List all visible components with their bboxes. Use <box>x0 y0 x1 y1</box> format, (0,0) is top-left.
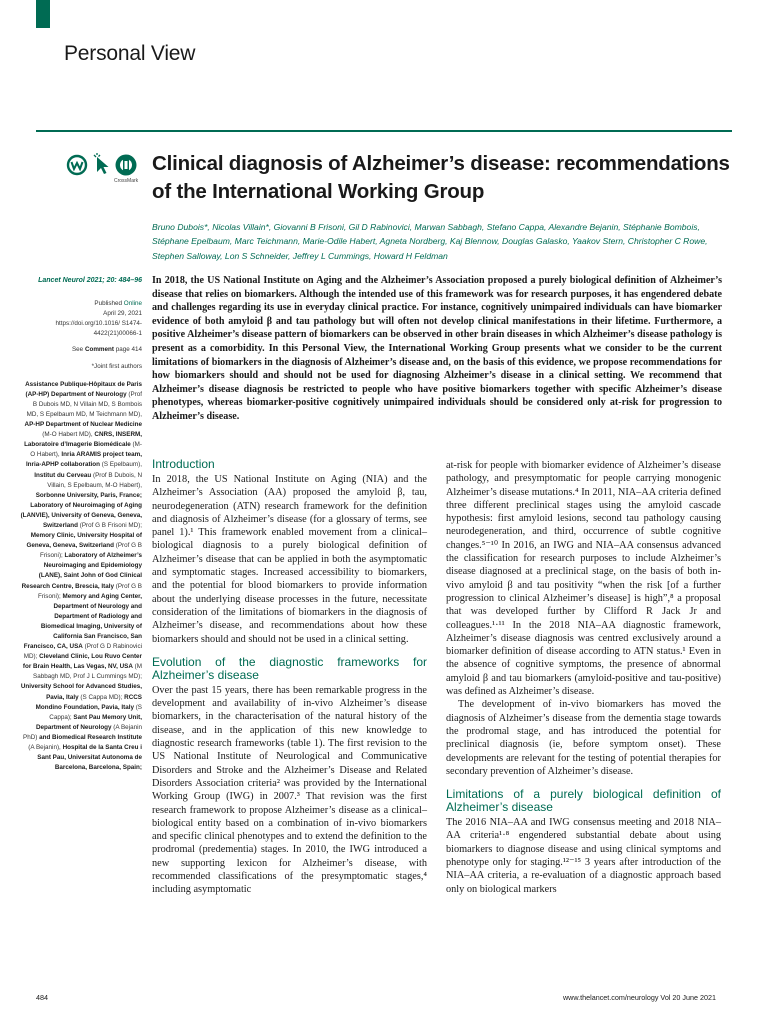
header-rule <box>36 130 732 132</box>
body-column-right <box>446 459 721 896</box>
comment-page: page 414 <box>115 346 142 354</box>
affiliation-name: Sant Pau Memory Unit, Department of Neurology <box>35 713 142 731</box>
affiliation-people: (M Sabbagh MD, Prof J L Cummings MD); <box>33 663 142 681</box>
affiliation-name: University School for Advanced Studies, Pavia, Italy <box>20 683 142 701</box>
crossmark-label: CrossMark <box>114 178 139 184</box>
affiliation-people: (Prof G D Rabinovici MD); <box>23 643 142 661</box>
journal-citation: Lancet Neurol 2021; 20: 484–96 <box>38 277 142 284</box>
section-title: Personal View <box>64 42 196 65</box>
continuation-paragraph: at-risk for people with biomarker evidence of Alzheimer’s disease pathology, and presymptomatic for people carrying monogenic Alzheimer’s disease mutations.⁴ In 2011, NIA–AA criteria defined three different preclinical stages using the amyloid cascade hypothesis: first amyloid lesions, second tau pathology causing neurodegeneration, and third, occurrence of subtle cognitive changes.⁵⁻¹⁰ In 2016, an IWG and NIA–AA consensus advanced the classification for research purposes to include Alzheimer’s disease diagnosed at a preclinical stage, on the basis of both in-vivo amyloid β and tau positivity “when the risk [of a further progression to clinical Alzheimer’s disease] is high”,⁸ a proposal that was developed further by Clifford R Jack Jr and colleagues.¹·¹¹ In the 2018 NIA–AA diagnostic framework, Alzheimer’s disease diagnosis was centred exclusively around a biomarker definition of disease according to ATN status.¹ Even in the absence of cognitive symptoms, the presence of abnormal amyloid β and tau biomarkers (amyloid-positive and tau-positive) was defined as Alzheimer’s disease. <box>446 460 721 698</box>
journal-footer: www.thelancet.com/neurology Vol 20 June 2021 <box>562 993 716 1002</box>
affiliation-name: Cleveland Clinic, Lou Ruvo Center for Brain Health, Las Vegas, NV, USA <box>22 653 142 671</box>
affiliation-people: (A Bejanin), <box>28 744 61 752</box>
comment-link[interactable]: Comment <box>84 346 114 354</box>
affiliation-entry <box>25 381 142 418</box>
doi-link[interactable]: https://doi.org/10.1016/ S1474-4422(21)00066-1 <box>55 320 142 338</box>
evolution-heading: Evolution of the diagnostic frameworks for Alzheimer’s disease <box>152 654 427 682</box>
affiliation-name: RCCS Mondino Foundation, Pavia, Italy <box>35 693 142 711</box>
biomarkers-paragraph: The development of in-vivo biomarkers has moved the diagnosis of Alzheimer’s disease from the dementia stage towards the prodromal stage, and has introduced the potential for preclinical diagnosis (ie, before symptom onset). These developments are relevant for the testing of potential therapies for secondary prevention of Alzheimer’s disease. <box>446 699 721 777</box>
affiliation-name: Hospital de la Santa Creu i Sant Pau, Universitat Autonoma de Barcelona, Barcelona, Spain; <box>37 744 142 772</box>
limitations-paragraph: The 2016 NIA–AA and IWG consensus meeting and 2018 NIA–AA criteria¹·⁸ engendered substantial debate about using biomarkers to diagnose disease and using clinical symptoms and phenotype only for staging.¹²⁻¹⁵ 3 years after introduction of the NIA–AA criteria, a re-evaluation of a diagnostic approach based only on biological markers <box>446 817 721 895</box>
introduction-heading: Introduction <box>152 457 215 471</box>
affiliation-list <box>20 380 142 774</box>
published-online: Online <box>123 300 142 308</box>
affiliation-people: (Prof G B Frisoni MD); <box>79 521 142 529</box>
introduction-paragraph: In 2018, the US National Institute on Aging (NIA) and the Alzheimer’s Association (AA) proposed the amyloid β, tau, neurodegeneration (ATN) research framework for the definition and diagnosis of Alzheimer’s disease (for a glossary of terms, see panel 1).¹ This framework enabled movement from a clinical–biological diagnosis to a purely biological definition of Alzheimer’s disease that can be applied in both the asymptomatic and symptomatic stages. Increased accessibility to biomarkers, and the potential for blood biomarkers to provide information about the underlying disease processes in the future, necessitate consideration of the limitations of biomarkers in the diagnosis of Alzheimer’s disease, and recommendations about how these biomarkers should and should not be used in a clinical setting. <box>152 474 427 645</box>
article-badges <box>66 152 142 188</box>
joint-authors-note: *Joint first authors <box>91 362 142 370</box>
body-column-left <box>152 458 427 897</box>
affiliation-entry <box>34 472 142 489</box>
affiliation-name: Assistance Publique-Hôpitaux de Paris (AP-HP) Department of Neurology <box>25 380 142 398</box>
affiliation-entry <box>23 653 142 680</box>
affiliation-people: (A Bejanin PhD) <box>23 723 142 741</box>
affiliation-people: (Prof B Dubois, N Villain, S Epelbaum, M-O Habert), <box>47 471 142 489</box>
affiliation-entry <box>24 593 142 661</box>
crossmark-icon[interactable] <box>114 153 138 177</box>
evolution-paragraph: Over the past 15 years, there has been remarkable progress in the development and availability of in-vivo Alzheimer’s disease biomarkers, in the characterisation of the natural history of the disease, and in the application of this new knowledge to diagnostic research frameworks (table 1). The first revision to the US National Institute of Neurological and Communicative Disorders and Stroke and the Alzheimer’s Disease and Related Disorders Association criteria² was provided by the International Working Group (IWG) in 2007.³ That revision was the first research framework to propose Alzheimer’s disease as a clinical–biological entity based on a combination of in-vivo biomarkers and specific clinical phenotypes and to extend the definition to the prodromal (predementia) stages. In 2010, the IWG introduced a new supporting lexicon for Alzheimer’s disease, with recommended classifications of the presymptomatic stages,⁴ including asymptomatic <box>152 684 427 896</box>
abstract: In 2018, the US National Institute on Aging and the Alzheimer’s Association proposed a purely biological definition of Alzheimer’s disease that relies on biomarkers. Although the intended use of this framework was for research purposes, it has engendered debate and challenges regarding its use in everyday clinical practice. For instance, cognitively unimpaired individuals can have biomarker evidence of both amyloid β and tau pathology but will often not develop clinical manifestations in their lifetime. Furthermore, a positive Alzheimer’s disease pattern of biomarkers can be observed in other brain diseases in which Alzheimer’s disease pathology is present as a comorbidity. In this Personal View, the International Working Group presents what we consider to be the current limitations of biomarkers in the diagnosis of Alzheimer’s disease and, on the basis of this evidence, we propose recommendations for how biomarkers should and should not be used for diagnosing Alzheimer’s disease in a clinical setting. We recommend that Alzheimer’s disease diagnosis be restricted to people who have positive biomarkers together with specific Alzheimer’s disease phenotypes, whereas biomarker-positive cognitively unimpaired individuals should be considered only at-risk for progression to Alzheimer’s disease. <box>152 275 722 422</box>
affiliation-people: (M-O Habert MD), <box>42 431 93 439</box>
limitations-heading: Limitations of a purely biological definition of Alzheimer’s disease <box>446 787 721 815</box>
affiliation-name: CNRS, INSERM, Laboratoire d’Imagerie Biomédicale <box>24 431 142 449</box>
author-list: Bruno Dubois*, Nicolas Villain*, Giovanni B Frisoni, Gil D Rabinovici, Marwan Sabbagh, Stefano Cappa, Alexandre Bejanin, Stéphanie Bombois, Stéphane Epelbaum, Marc Teichmann, Marie-Odile Habert, Agneta Nordberg, Kaj Blennow, Douglas Galasko, Yaakov Stern, Christopher C Rowe, Stephen Salloway, Lon S Schneider, Jeffrey L Cummings, Howard H Feldman <box>152 222 708 261</box>
article-title: Clinical diagnosis of Alzheimer’s disease: recommendations of the International Working Group <box>152 152 730 203</box>
affiliation-name: Laboratory of Alzheimer’s Neuroimaging and Epidemiology (LANE), Saint John of God Clinical Research Centre, Brescia, Italy <box>21 552 142 590</box>
publication-info <box>20 299 142 339</box>
see-comment <box>20 345 142 355</box>
affiliation-people: (Prof B Dubois MD, N Villain MD, S Bombois MD, S Epelbaum MD, M Teichmann MD), <box>26 390 142 418</box>
affiliation-name: Memory Clinic, University Hospital of Geneva, Geneva, Switzerland <box>26 532 142 550</box>
affiliation-people: (S Cappa MD); <box>80 693 123 701</box>
published-date: April 29, 2021 <box>103 310 142 318</box>
published-label: Published <box>94 300 123 308</box>
affiliation-people: (Prof G B Frisoni); <box>37 582 142 600</box>
affiliation-people: (M-O Habert), <box>30 441 142 459</box>
affiliation-name: Inria ARAMIS project team, Inria-APHP collaboration <box>25 451 142 469</box>
open-access-icon[interactable] <box>66 154 88 176</box>
affiliation-name: Institut du Cerveau <box>34 471 92 479</box>
affiliation-name: Sorbonne University, Paris, France; Laboratory of Neuroimaging of Aging (LANVIE), University of Geneva, Geneva, Switzerland <box>20 491 142 529</box>
page-number: 484 <box>36 993 48 1002</box>
sidebar <box>20 276 142 773</box>
affiliation-people: (S Cappa); <box>49 703 142 721</box>
see-label: See <box>71 346 84 354</box>
affiliation-entry <box>21 492 142 529</box>
cursor-icon[interactable] <box>91 152 111 176</box>
affiliation-name: and Biomedical Research Institute <box>39 733 142 741</box>
section-color-bar <box>36 0 50 28</box>
affiliation-people: (Prof G B Frisoni); <box>40 542 142 560</box>
affiliation-name: AP-HP Department of Nuclear Medicine <box>24 421 142 429</box>
affiliation-people: (S Epelbaum), <box>101 461 142 469</box>
affiliation-name: Memory and Aging Center, Department of Neurology and Department of Radiology and Biomedical Imaging, University of California San Francisco, San Francisco, CA, USA <box>23 592 142 651</box>
